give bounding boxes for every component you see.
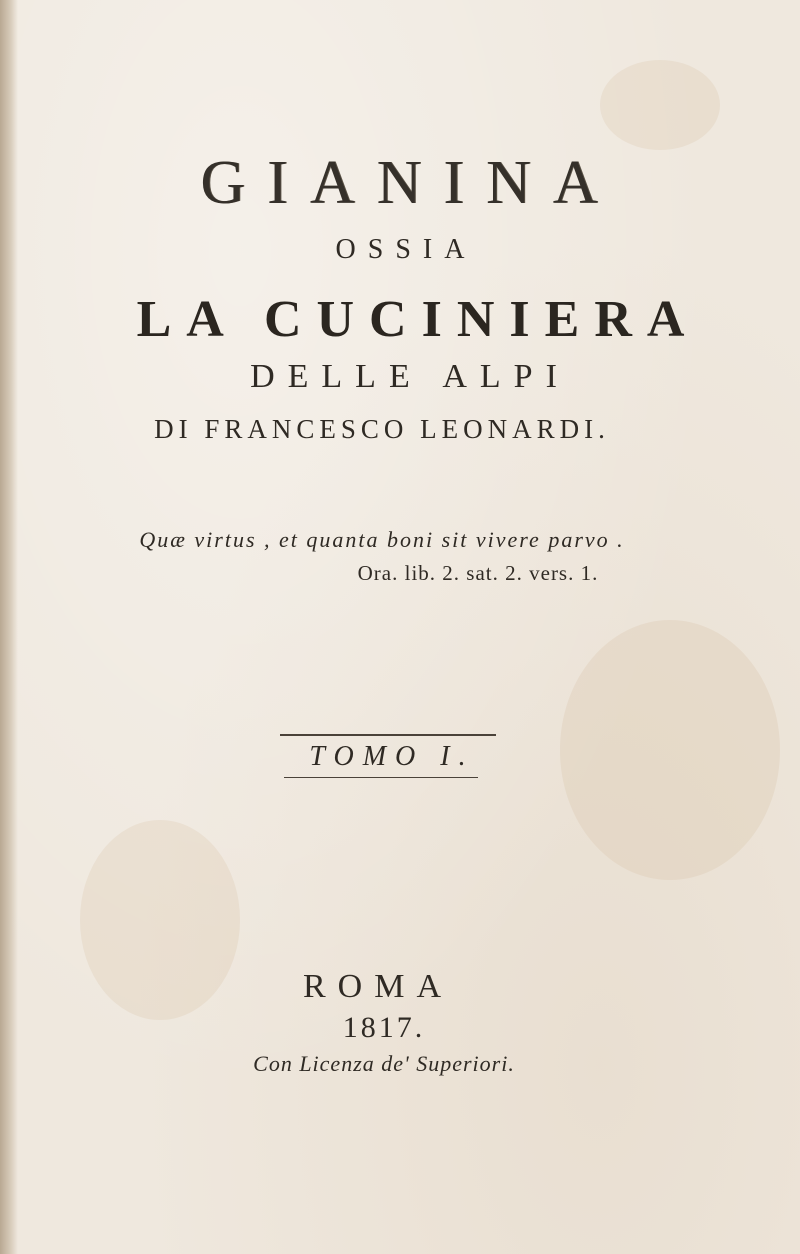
book-title: GIANINA [200, 149, 620, 217]
imprint-license: Con Licenza de' Superiori. [253, 1051, 515, 1076]
epigraph-citation: Ora. lib. 2. sat. 2. vers. 1. [357, 561, 599, 585]
main-title-continuation: DELLE ALPI [250, 358, 570, 395]
volume-rule-top [280, 734, 496, 736]
title-connector: OSSIA [335, 234, 477, 265]
imprint-city: ROMA [302, 968, 454, 1005]
author-line: DI FRANCESCO LEONARDI. [154, 414, 610, 444]
epigraph-quote: Quæ virtus , et quanta boni sit vivere parvo . [139, 527, 625, 552]
main-title: LA CUCINIERA [136, 291, 700, 348]
paper-stain [600, 60, 720, 150]
volume-rule-bottom [284, 777, 478, 778]
volume-label: TOMO I. [309, 741, 475, 772]
imprint-year: 1817. [342, 1011, 426, 1044]
